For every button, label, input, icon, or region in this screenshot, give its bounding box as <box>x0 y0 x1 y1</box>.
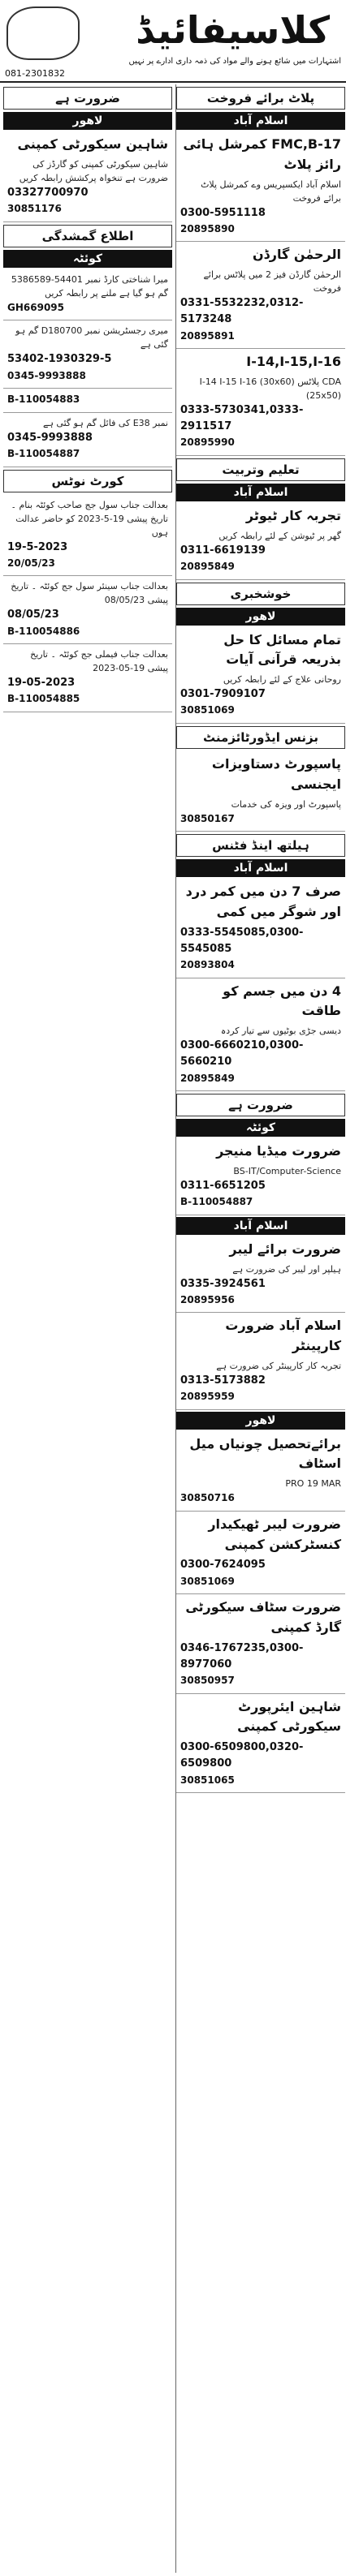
ad-phone: 0300-6660210,0300-5660210 <box>180 1039 304 1069</box>
ad-phone: 0335-3924561 <box>180 1277 266 1290</box>
ad-heading: I-14,I-15,I-16 <box>246 354 341 370</box>
classified-ad <box>176 978 345 1092</box>
section-header: ضرورت ہے <box>3 87 172 110</box>
ad-phone: 0300-5951118 <box>180 206 266 219</box>
ad-body: میرا شناختی کارڈ نمبر 54401-5386589 گم ہو گیا ہے ملنے پر رابطہ کریں <box>11 273 168 299</box>
ad-phone: 08/05/23 <box>7 609 59 621</box>
section-header: پلاٹ برائے فروخت <box>176 87 345 110</box>
city-header: لاھور <box>3 112 172 130</box>
ad-body: دیسی جڑی بوٹیوں سے تیار کردہ <box>220 1026 341 1037</box>
ad-heading: شاہین ایئرپورٹ سیکورٹی کمپنی <box>237 1698 341 1735</box>
ad-reference: 20895959 <box>180 1391 235 1403</box>
disclaimer-text: اشتہارات میں شائع ہونے والے مواد کی ذمہ داری ادارے پر نہیں <box>128 57 341 66</box>
ad-phone: 0311-6619139 <box>180 544 266 557</box>
ad-reference: 30851069 <box>180 1575 235 1587</box>
ad-reference: B-110054885 <box>7 693 80 705</box>
ad-phone: 19-05-2023 <box>7 677 76 690</box>
ad-phone: 53402-1930329-5 <box>7 353 112 366</box>
classified-ad <box>3 576 172 644</box>
ad-heading: ضرورت لیبر ٹھیکیدار کنسٹرکشن کمپنی <box>208 1516 341 1552</box>
classified-ad <box>3 131 172 222</box>
city-header: لاھور <box>176 1412 345 1430</box>
city-header: اسلام آباد <box>176 484 345 501</box>
masthead <box>0 0 346 83</box>
classified-ad <box>176 1431 345 1512</box>
page-title: کلاسیفائیڈ <box>136 8 330 52</box>
ad-heading: تجربہ کار ٹیوٹر <box>245 507 341 523</box>
ad-heading: اسلام آباد ضرورت کارپینٹر <box>225 1318 341 1354</box>
ad-phone: 0301-7909107 <box>180 688 266 701</box>
ad-body: بعدالت جناب سول جج صاحب کوئٹہ بنام ۔ تاریخ پیشی 19-5-2023 کو حاضر عدالت ہوں <box>11 499 168 538</box>
ad-phone: 0313-5173882 <box>180 1374 266 1387</box>
ad-reference: B-110054887 <box>180 1196 253 1208</box>
city-header: اسلام آباد <box>176 1217 345 1235</box>
ad-body: ہیلپر اور لیبر کی ضرورت ہے <box>232 1263 341 1275</box>
ad-reference: 30851069 <box>180 704 235 716</box>
city-header: کوئٹہ <box>176 1119 345 1137</box>
office-phone: 081-2301832 <box>5 68 65 79</box>
ad-phone: 0300-7624095 <box>180 1559 266 1572</box>
classified-ad <box>176 503 345 580</box>
ad-phone: 0345-9993888 <box>7 431 93 444</box>
ad-body: BS-IT/Computer-Science <box>233 1165 341 1176</box>
newspaper-icon <box>6 6 80 60</box>
right-column <box>175 84 345 2573</box>
ad-heading: ضرورت میڈیا منیجر <box>216 1143 341 1159</box>
ad-reference: 30850716 <box>180 1492 235 1504</box>
section-header: تعلیم وتربیت <box>176 458 345 481</box>
ad-reference: 30850957 <box>180 1675 235 1687</box>
ad-reference: 30850167 <box>180 812 235 824</box>
ad-reference: 20893804 <box>180 959 235 971</box>
ad-heading: الرحمٰن گارڈن <box>253 247 341 263</box>
ad-reference: 30851176 <box>7 203 62 215</box>
ad-phone: 03327700970 <box>7 186 89 199</box>
ad-body: بعدالت جناب سینئر سول جج کوئٹہ ۔ تاریخ پیشی 08/05/23 <box>11 581 168 606</box>
city-header: کوئٹہ <box>3 250 172 268</box>
ad-body: شاہین سیکورٹی کمپنی کو گارڈز کی ضرورت ہے تنخواہ پرکشش رابطہ کریں <box>19 158 168 183</box>
ad-reference: GH669095 <box>7 301 64 313</box>
ad-reference: 20895849 <box>180 1072 235 1084</box>
ad-body: نمبر E38 کی فائل گم ہو گئی ہے <box>43 417 168 428</box>
ad-heading: برائےتحصیل چونیاں میل اسٹاف <box>189 1435 341 1472</box>
section-header: کورٹ نوٹس <box>3 470 172 492</box>
ad-phone: 19-5-2023 <box>7 540 68 553</box>
classified-ad <box>176 349 345 456</box>
ad-phone: 0311-6651205 <box>180 1179 266 1192</box>
classified-ad <box>176 1138 345 1215</box>
ad-body: CDA پلاٹس I-14 I-15 I-16 (30x60) (25x50) <box>199 376 341 402</box>
classified-ad <box>176 1236 345 1314</box>
ad-reference: 20895891 <box>180 329 235 342</box>
classified-ad <box>3 389 172 413</box>
classified-ad <box>3 495 172 577</box>
city-header: لاھور <box>176 608 345 626</box>
ad-body: گھر پر ٹیوشن کے لئے رابطہ کریں <box>218 530 341 541</box>
ad-body: روحانی علاج کے لئے رابطہ کریں <box>223 674 341 686</box>
ad-phone: 0333-5545085,0300-5545085 <box>180 926 304 955</box>
classified-ad <box>3 413 172 467</box>
classified-ad <box>3 320 172 389</box>
city-header: اسلام آباد <box>176 859 345 877</box>
ad-body: بعدالت جناب فیملی جج کوئٹہ ۔ تاریخ پیشی 19-05-2023 <box>30 649 168 674</box>
classified-ad <box>3 269 172 321</box>
classified-ad <box>176 627 345 724</box>
left-column <box>3 84 172 2573</box>
ad-reference: 20895956 <box>180 1293 235 1305</box>
ad-heading: شاہین سیکورٹی کمپنی <box>17 136 168 152</box>
ad-phone: 0333-5730341,0333-2911517 <box>180 404 304 433</box>
classified-ad <box>176 1512 345 1594</box>
section-header: خوشخبری <box>176 583 345 605</box>
classified-ad <box>176 1594 345 1693</box>
ad-body: میری رجسٹریشن نمبر D180700 گم ہو گئی ہے <box>15 325 168 350</box>
ad-body: پاسپورٹ اور ویزہ کی خدمات <box>231 798 341 810</box>
ad-body: تجربہ کار کارپینٹر کی ضرورت ہے <box>216 1360 341 1371</box>
ad-phone: 0300-6509800,0320-6509800 <box>180 1741 304 1770</box>
ad-reference: 20895849 <box>180 560 235 572</box>
ad-reference: B-110054883 <box>7 393 80 406</box>
ad-heading: ضرورت سٹاف سیکورٹی گارڈ کمپنی <box>185 1599 341 1636</box>
classified-ad <box>3 644 172 712</box>
ad-phone: 0331-5532232,0312-5173248 <box>180 297 304 326</box>
classified-ad <box>176 1313 345 1409</box>
ad-body: الرحمٰن گارڈن فیز 2 میں پلاٹس برائے فروخت <box>203 269 341 295</box>
section-header: اطلاع گمشدگی <box>3 225 172 247</box>
classified-ad <box>176 131 345 242</box>
city-header: اسلام آباد <box>176 112 345 130</box>
ad-reference: 30851065 <box>180 1774 235 1786</box>
classified-ad <box>176 751 345 832</box>
ad-reference: B-110054887 <box>7 447 80 459</box>
classified-ad <box>176 879 345 978</box>
ad-reference: 20/05/23 <box>7 557 55 569</box>
ad-phone: 0346-1767235,0300-8977060 <box>180 1641 304 1671</box>
ad-reference: B-110054886 <box>7 625 80 637</box>
ad-heading: ضرورت برائے لیبر <box>229 1241 341 1257</box>
ad-reference: 20895890 <box>180 222 235 234</box>
section-header: ہیلتھ اینڈ فٹنس <box>176 834 345 857</box>
ad-heading: صرف 7 دن میں کمر درد اور شوگر میں کمی <box>185 884 341 919</box>
ad-heading: FMC,B-17 کمرشل ہائی رائز پلاٹ <box>183 136 341 172</box>
ad-reference: 0345-9993888 <box>7 369 86 381</box>
ad-body: اسلام آباد ایکسپریس وے کمرشل پلاٹ برائے فروخت <box>201 178 341 204</box>
ad-heading: تمام مسائل کا حل بذریعہ قرآنی آیات <box>223 631 341 668</box>
section-header: ضرورت ہے <box>176 1094 345 1116</box>
ad-heading: 4 دن میں جسم کو طاقت <box>223 983 341 1019</box>
ad-body: PRO 19 MAR <box>285 1478 341 1490</box>
ad-heading: پاسپورٹ دستاویزات ایجنسی <box>211 755 341 792</box>
section-header: بزنس ایڈورٹائزمنٹ <box>176 726 345 749</box>
classified-ad <box>176 242 345 349</box>
classified-ad <box>176 1694 345 1793</box>
ad-reference: 20895990 <box>180 437 235 449</box>
